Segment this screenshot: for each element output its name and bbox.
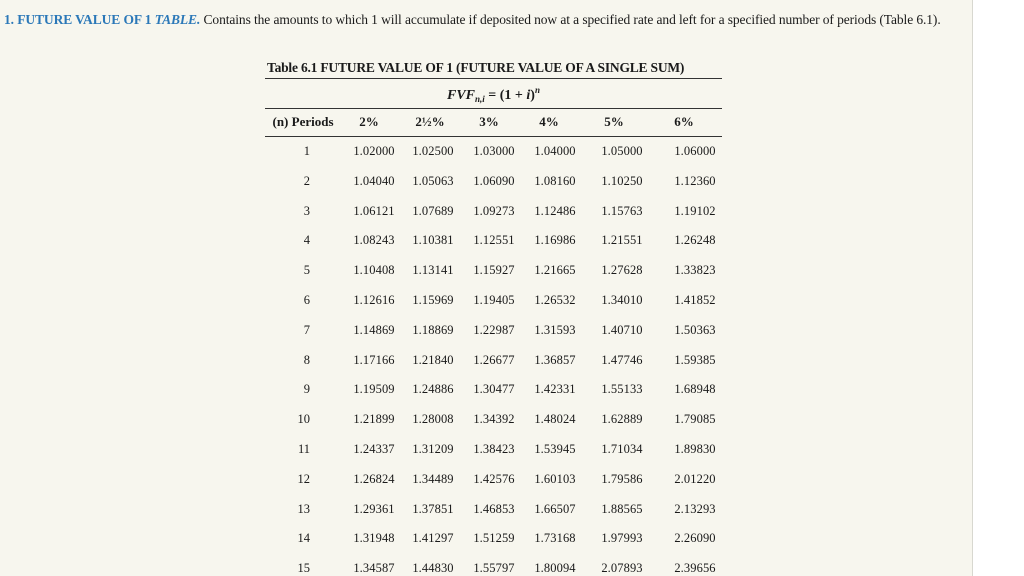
value-cell: 2.07893 [601,561,643,576]
period-cell: 13 [297,501,310,516]
value-cell: 1.42331 [534,382,576,397]
value-cell: 1.31948 [353,531,395,546]
value-cell: 1.14869 [353,322,395,337]
formula-sup: n [534,85,540,95]
value-cell: 1.12616 [353,293,395,307]
value-cell: 1.34489 [412,471,454,486]
value-cell: 1.22987 [473,322,515,337]
header-rate: 2% [359,114,379,129]
table-rule-header [265,136,722,137]
formula-sub: n,i [475,94,485,104]
header-rate: 4% [539,114,559,129]
heading-title-caps: FUTURE VALUE OF 1 [17,12,152,27]
value-cell: 1.02000 [353,144,395,158]
value-cell: 1.51259 [473,531,515,546]
value-cell: 1.30477 [473,382,515,397]
value-cell: 1.03000 [473,144,515,158]
value-cell: 1.13141 [412,263,454,278]
value-cell: 1.60103 [534,471,576,486]
heading-number: 1. [4,12,14,27]
value-cell: 1.97993 [601,531,643,546]
table-formula [265,85,722,104]
header-rate: 3% [479,114,499,129]
period-cell: 7 [303,322,310,337]
value-cell: 1.05063 [412,173,454,188]
period-cell: 15 [297,561,310,576]
value-cell: 1.19405 [473,293,515,307]
period-cell: 2 [303,173,310,188]
viewer-margin [973,0,1024,576]
formula-close: ) [530,88,535,103]
value-cell: 1.07689 [412,203,454,218]
header-rate: 6% [674,114,694,129]
value-cell: 1.79586 [601,471,643,486]
heading-description: Contains the amounts to which 1 will accumulate if deposited now at a specified rate and left for a specified number of periods (Table 6.1). [203,12,941,27]
header-rate: 5% [604,114,624,129]
value-cell: 1.21899 [353,412,395,427]
value-cell: 1.06121 [353,203,395,218]
value-cell: 1.21665 [534,263,576,278]
value-cell: 1.09273 [473,203,515,218]
value-cell: 1.29361 [353,501,395,516]
value-cell: 1.41297 [412,531,454,546]
value-cell: 1.12551 [473,233,515,248]
value-cell: 1.37851 [412,501,454,516]
value-cell: 1.04000 [534,144,576,158]
formula-lhs: FVF [447,88,476,103]
value-cell: 1.80094 [534,561,576,576]
value-cell: 1.06000 [674,144,716,158]
value-cell: 1.17166 [353,352,395,367]
section-heading [4,12,941,28]
value-cell: 1.18869 [412,322,454,337]
value-cell: 1.04040 [353,173,395,188]
period-cell: 10 [297,412,310,427]
value-cell: 1.31209 [412,442,454,456]
value-cell: 2.26090 [674,531,716,546]
value-cell: 1.44830 [412,561,454,576]
value-cell: 1.24886 [412,382,454,397]
value-cell: 1.10408 [353,263,395,278]
value-cell: 1.55797 [473,561,515,576]
value-cell: 2.13293 [674,501,716,516]
period-cell: 11 [297,442,310,456]
value-cell: 1.42576 [473,471,515,486]
value-cell: 1.27628 [601,263,643,278]
value-cell: 1.12360 [674,173,716,188]
formula-i: i [526,88,531,103]
value-cell: 2.39656 [674,561,716,576]
value-cell: 1.08243 [353,233,395,248]
value-cell: 1.33823 [674,263,716,278]
value-cell: 1.08160 [534,173,576,188]
value-cell: 1.21840 [412,352,454,367]
value-cell: 1.46853 [473,501,515,516]
value-cell: 1.34587 [353,561,395,576]
value-cell: 1.62889 [601,412,643,427]
value-cell: 1.15763 [601,203,643,218]
value-cell: 1.68948 [674,382,716,397]
value-cell: 1.02500 [412,144,454,158]
value-cell: 1.28008 [412,412,454,427]
period-cell: 4 [303,233,310,248]
table-rule-top [265,78,722,79]
value-cell: 1.40710 [601,322,643,337]
value-cell: 1.26248 [674,233,716,248]
table-caption: Table 6.1 FUTURE VALUE OF 1 (FUTURE VALUE OF A SINGLE SUM) [267,60,685,75]
value-cell: 1.19509 [353,382,395,397]
value-cell: 2.01220 [674,471,716,486]
header-rate: 2½% [415,114,445,129]
period-cell: 5 [303,263,310,278]
period-cell: 12 [297,471,310,486]
value-cell: 1.10381 [412,233,454,248]
value-cell: 1.34010 [601,293,643,307]
value-cell: 1.26824 [353,471,395,486]
value-cell: 1.26677 [473,352,515,367]
value-cell: 1.88565 [601,501,643,516]
value-cell: 1.48024 [534,412,576,427]
value-cell: 1.15927 [473,263,515,278]
value-cell: 1.05000 [601,144,643,158]
heading-title-italic: TABLE. [154,12,201,27]
value-cell: 1.66507 [534,501,576,516]
period-cell: 6 [303,293,310,307]
value-cell: 1.71034 [601,442,643,456]
value-cell: 1.16986 [534,233,576,248]
value-cell: 1.89830 [674,442,716,456]
value-cell: 1.47746 [601,352,643,367]
value-cell: 1.26532 [534,293,576,307]
value-cell: 1.24337 [353,442,395,456]
value-cell: 1.59385 [674,352,716,367]
header-periods: (n) Periods [272,114,334,129]
period-cell: 3 [303,203,310,218]
period-cell: 8 [303,352,310,367]
table-rule-formula [265,108,722,109]
value-cell: 1.10250 [601,173,643,188]
period-cell: 1 [303,144,310,158]
value-cell: 1.41852 [674,293,716,307]
value-cell: 1.21551 [601,233,643,248]
heading-title [17,12,203,27]
value-cell: 1.36857 [534,352,576,367]
value-cell: 1.31593 [534,322,576,337]
value-cell: 1.06090 [473,173,515,188]
period-cell: 9 [303,382,310,397]
value-cell: 1.38423 [473,442,515,456]
value-cell: 1.79085 [674,412,716,427]
value-cell: 1.34392 [473,412,515,427]
formula-mid: = (1 + [484,88,527,103]
value-cell: 1.50363 [674,322,716,337]
value-cell: 1.19102 [674,203,716,218]
value-cell: 1.73168 [534,531,576,546]
value-cell: 1.55133 [601,382,643,397]
period-cell: 14 [297,531,310,546]
value-cell: 1.12486 [534,203,576,218]
value-cell: 1.15969 [412,293,454,307]
value-cell: 1.53945 [534,442,576,456]
